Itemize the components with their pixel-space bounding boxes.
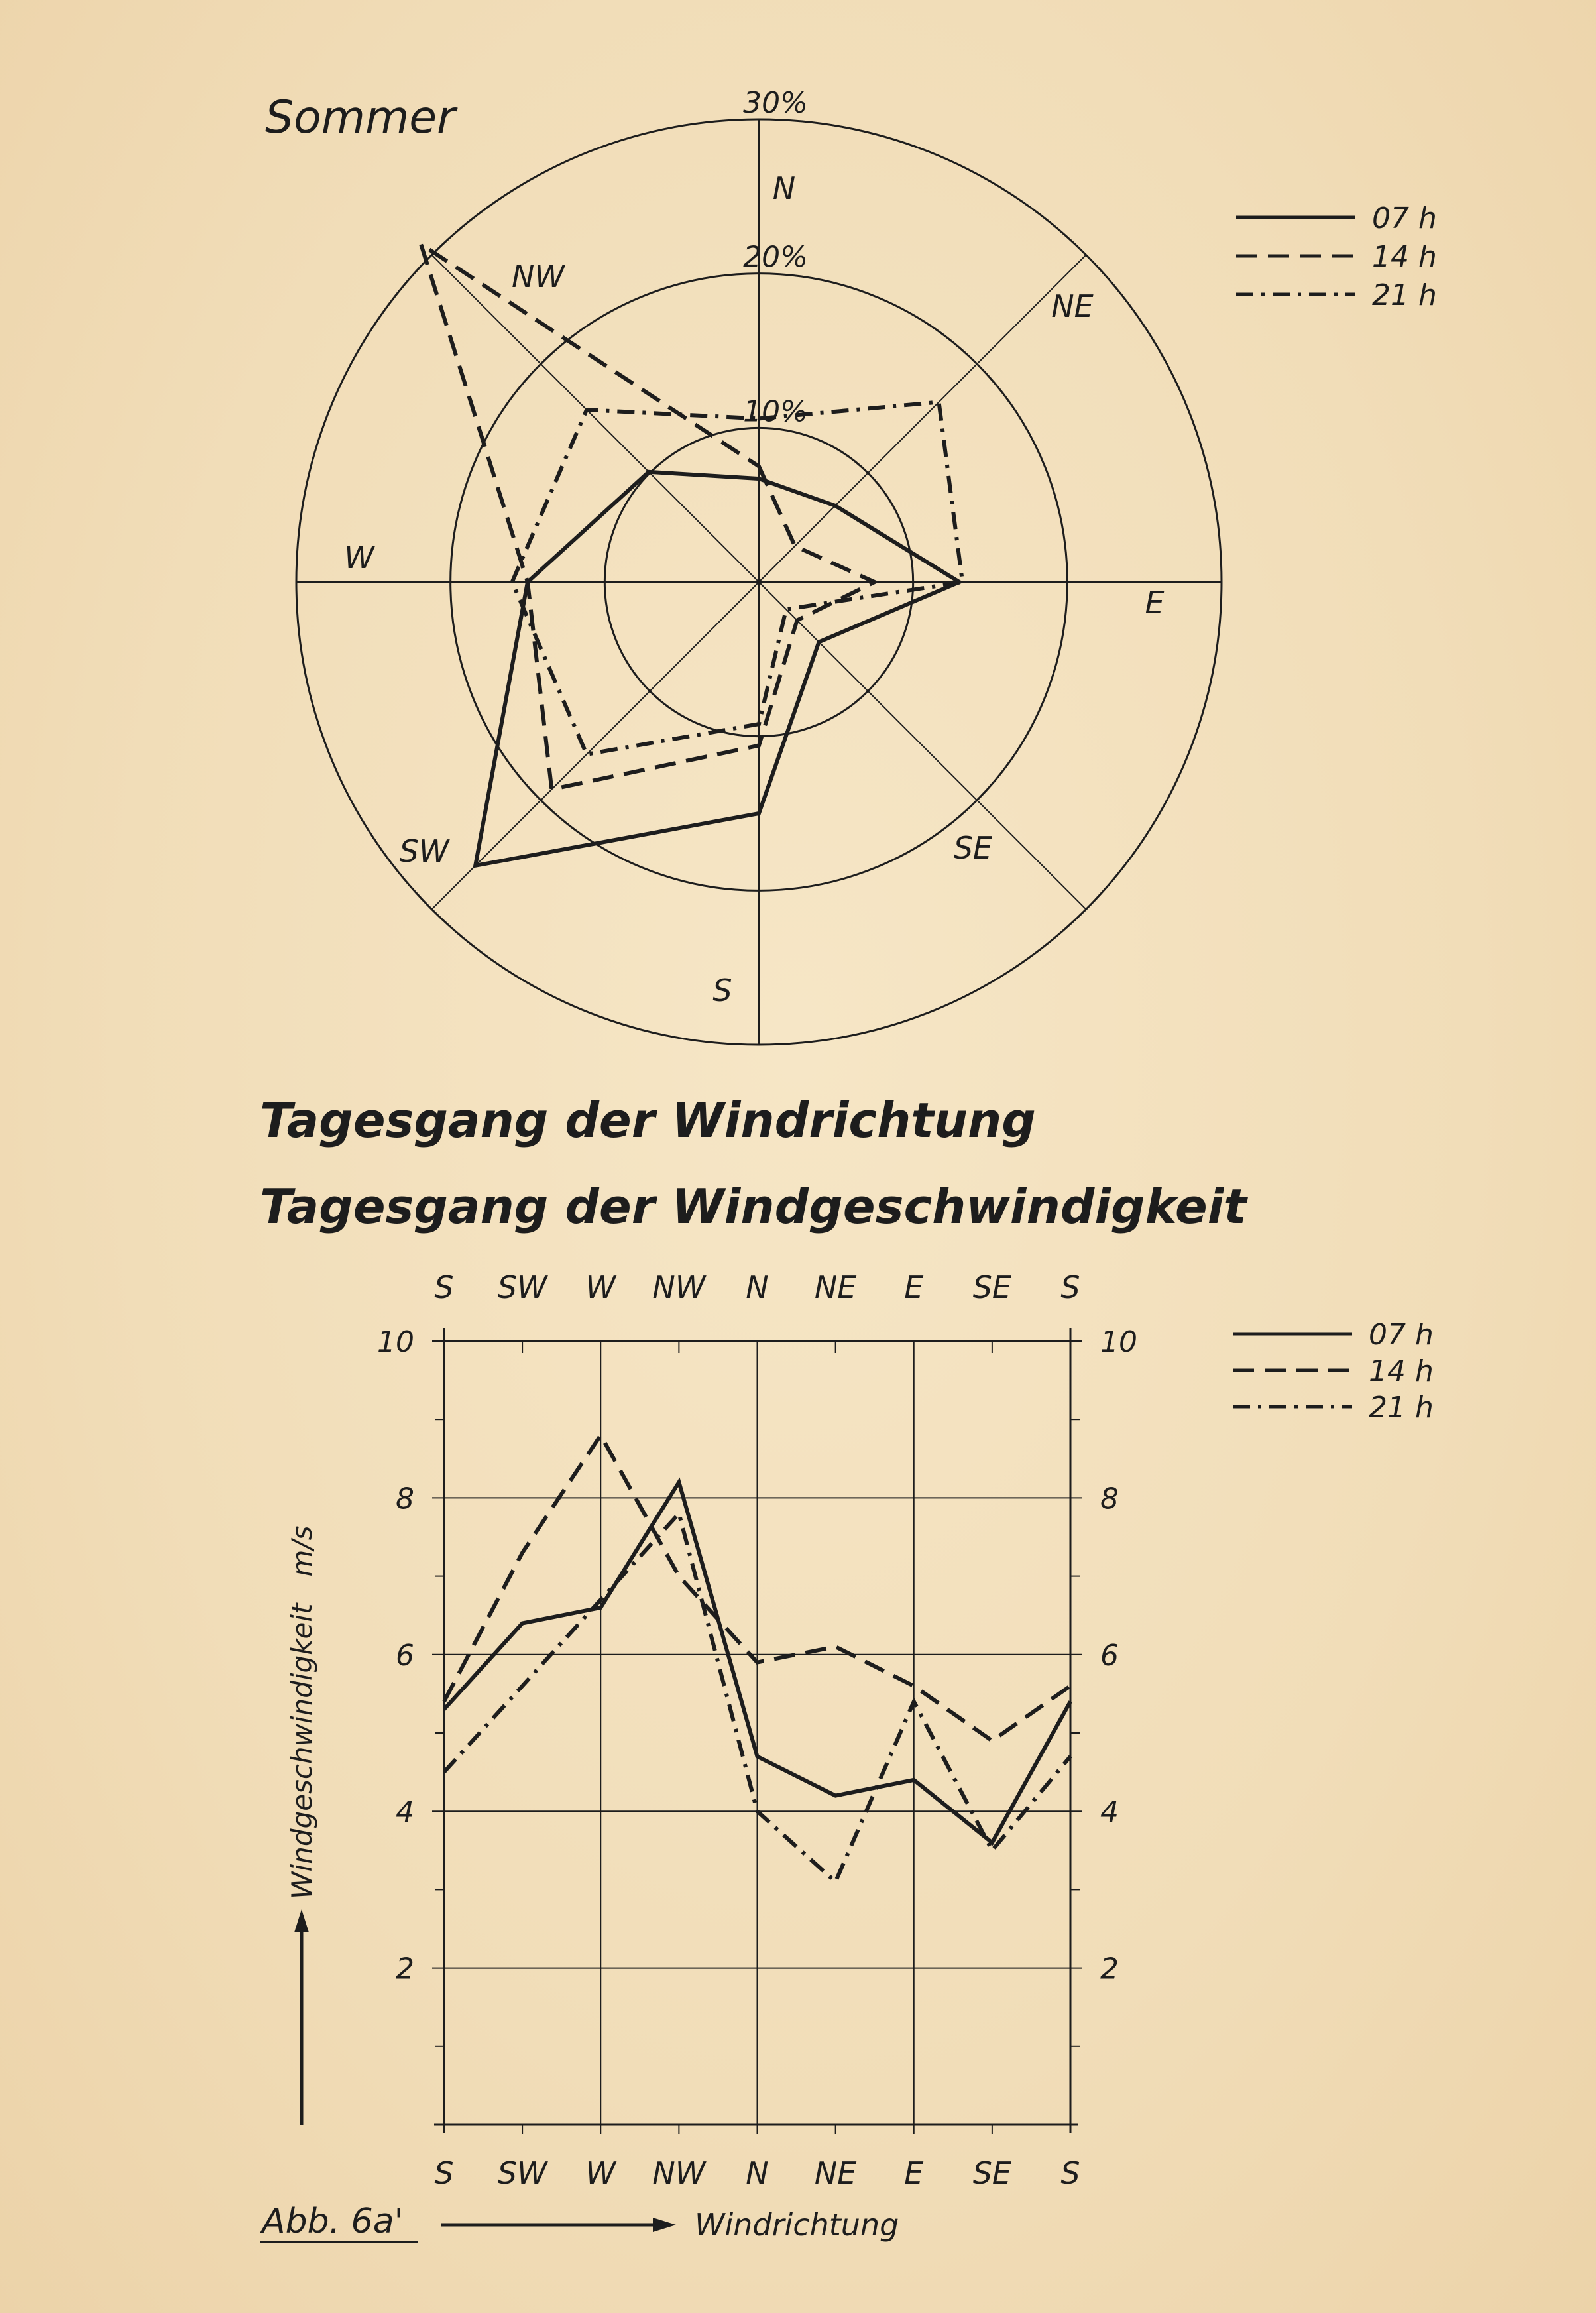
legend-label-dashdot: 21 h xyxy=(1372,278,1437,312)
y-tick-label-right: 2 xyxy=(1100,1952,1119,1986)
y-axis-label-group xyxy=(286,1526,318,2125)
rose-series-21-h xyxy=(512,402,962,754)
rose-direction-label-nw: NW xyxy=(512,259,565,294)
x-tick-label-top: NE xyxy=(814,1270,857,1305)
x-tick-label-bottom: E xyxy=(904,2155,924,2191)
y-tick-label-left: 2 xyxy=(396,1952,414,1986)
line-grid xyxy=(432,1328,1082,2134)
season-title: Sommer xyxy=(265,91,456,144)
x-axis-label-group xyxy=(441,2207,899,2243)
x-tick-label-bottom: W xyxy=(585,2155,616,2191)
x-axis-label: Windrichtung xyxy=(695,2207,899,2243)
title-windrichtung: Tagesgang der Windrichtung xyxy=(260,1093,1036,1148)
legend-label-dashed: 14 h xyxy=(1369,1354,1434,1388)
x-tick-label-top: N xyxy=(746,1270,769,1305)
rose-direction-label-s: S xyxy=(712,973,732,1008)
rose-direction-label-w: W xyxy=(344,540,374,575)
x-tick-label-bottom: SW xyxy=(497,2155,547,2191)
legend-label-dashed: 14 h xyxy=(1372,240,1437,274)
x-tick-label-top: E xyxy=(904,1270,924,1305)
legend-rose xyxy=(1236,202,1437,312)
line-chart xyxy=(377,1270,1137,2191)
x-tick-label-top: SE xyxy=(972,1270,1012,1305)
y-tick-label-right: 8 xyxy=(1100,1482,1119,1516)
x-tick-label-top: W xyxy=(585,1270,616,1305)
y-tick-label-right: 6 xyxy=(1100,1638,1119,1673)
rose-direction-label-e: E xyxy=(1145,585,1165,621)
legend-label-solid: 07 h xyxy=(1369,1318,1434,1352)
rose-spoke-ne xyxy=(759,255,1086,582)
y-tick-label-right: 4 xyxy=(1100,1795,1119,1830)
y-axis-arrow-head xyxy=(294,1909,309,1932)
y-tick-label-left: 4 xyxy=(396,1795,414,1830)
rose-direction-label-se: SE xyxy=(953,830,993,866)
x-tick-label-top: S xyxy=(434,1270,454,1305)
x-axis-arrow-head xyxy=(653,2218,676,2232)
x-tick-label-bottom: S xyxy=(1060,2155,1080,2191)
x-tick-label-bottom: NW xyxy=(652,2155,706,2191)
rose-ring-label-20: 20% xyxy=(743,240,808,274)
rose-series-14-h xyxy=(421,244,875,790)
rose-labels xyxy=(344,86,1164,1008)
rose-direction-label-ne: NE xyxy=(1051,288,1094,324)
legend-label-solid: 07 h xyxy=(1372,202,1437,235)
wind-rose-chart xyxy=(265,86,1222,1045)
y-tick-label-right: 10 xyxy=(1100,1325,1137,1359)
rose-direction-label-n: N xyxy=(772,170,796,206)
rose-direction-label-sw: SW xyxy=(399,833,449,869)
figure-label: Abb. 6a' xyxy=(262,2202,404,2241)
x-tick-label-top: SW xyxy=(497,1270,547,1305)
y-tick-label-left: 6 xyxy=(396,1638,414,1673)
rose-spoke-nw xyxy=(431,255,759,582)
rose-ring-label-10: 10% xyxy=(743,394,808,429)
x-tick-label-bottom: N xyxy=(746,2155,769,2191)
legend-line-chart xyxy=(1233,1318,1434,1425)
rose-series xyxy=(421,244,962,866)
rose-ring-label-30: 30% xyxy=(743,86,808,120)
y-axis-label: Windgeschwindigkeit m/s xyxy=(286,1525,318,1899)
x-tick-label-top: S xyxy=(1060,1270,1080,1305)
rose-spoke-sw xyxy=(431,582,759,910)
rose-spoke-se xyxy=(759,582,1086,910)
y-tick-label-left: 10 xyxy=(377,1325,414,1359)
title-windgeschwindigkeit: Tagesgang der Windgeschwindigkeit xyxy=(260,1179,1247,1234)
x-tick-label-bottom: SE xyxy=(972,2155,1012,2191)
x-tick-label-bottom: S xyxy=(434,2155,454,2191)
x-tick-label-top: NW xyxy=(652,1270,706,1305)
x-tick-label-bottom: NE xyxy=(814,2155,857,2191)
y-tick-label-left: 8 xyxy=(396,1482,414,1516)
legend-label-dashdot: 21 h xyxy=(1369,1391,1434,1425)
